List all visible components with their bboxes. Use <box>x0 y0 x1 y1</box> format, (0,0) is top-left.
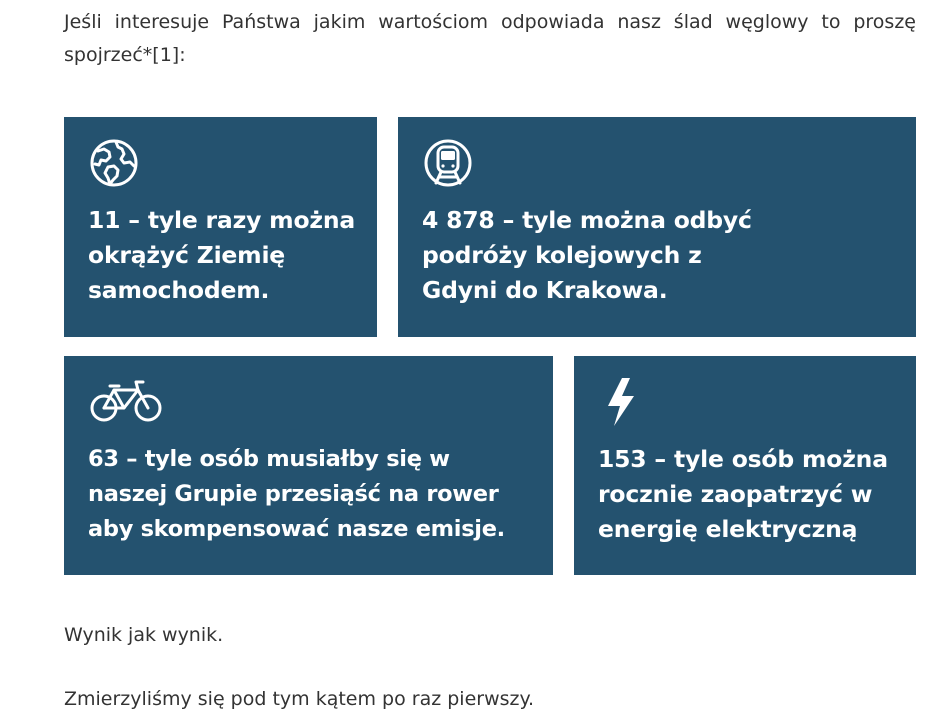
paragraph-first-time: Zmierzyliśmy się pod tym kątem po raz pierwszy. <box>64 688 535 710</box>
stat-line: rocznie zaopatrzyć w <box>598 480 873 508</box>
stat-line: podróży kolejowych z <box>422 241 702 269</box>
stat-line: samochodem. <box>88 276 270 304</box>
stat-line: aby skompensować nasze emisje. <box>88 516 505 542</box>
intro-paragraph: Jeśli interesuje Państwa jakim wartościom odpowiada nasz ślad węglowy to proszę spojrzeć*[1]: <box>64 11 916 66</box>
stat-tile-earth <box>64 117 377 337</box>
stat-tile-train <box>398 117 916 337</box>
stat-line: 11 – tyle razy można <box>88 206 356 234</box>
stat-line: okrążyć Ziemię <box>88 241 286 269</box>
stat-text-earth <box>88 203 363 308</box>
stat-text-electricity <box>598 442 902 547</box>
stat-line: naszej Grupie przesiąść na rower <box>88 481 499 507</box>
stat-tile-bicycle <box>64 356 553 575</box>
globe-icon <box>88 137 140 189</box>
stat-line: 4 878 – tyle można odbyć <box>422 206 752 234</box>
lightning-bolt-icon <box>598 376 650 428</box>
train-icon <box>422 137 474 189</box>
paragraph-result: Wynik jak wynik. <box>64 624 224 646</box>
stat-line: 63 – tyle osób musiałby się w <box>88 446 450 472</box>
stat-line: Gdyni do Krakowa. <box>422 276 668 304</box>
stat-line: energię elektryczną <box>598 515 858 543</box>
stat-line: 153 – tyle osób można <box>598 445 888 473</box>
bicycle-icon <box>88 376 166 428</box>
stat-tile-electricity <box>574 356 916 575</box>
stat-text-train <box>422 203 902 308</box>
stat-text-bicycle <box>88 442 539 547</box>
